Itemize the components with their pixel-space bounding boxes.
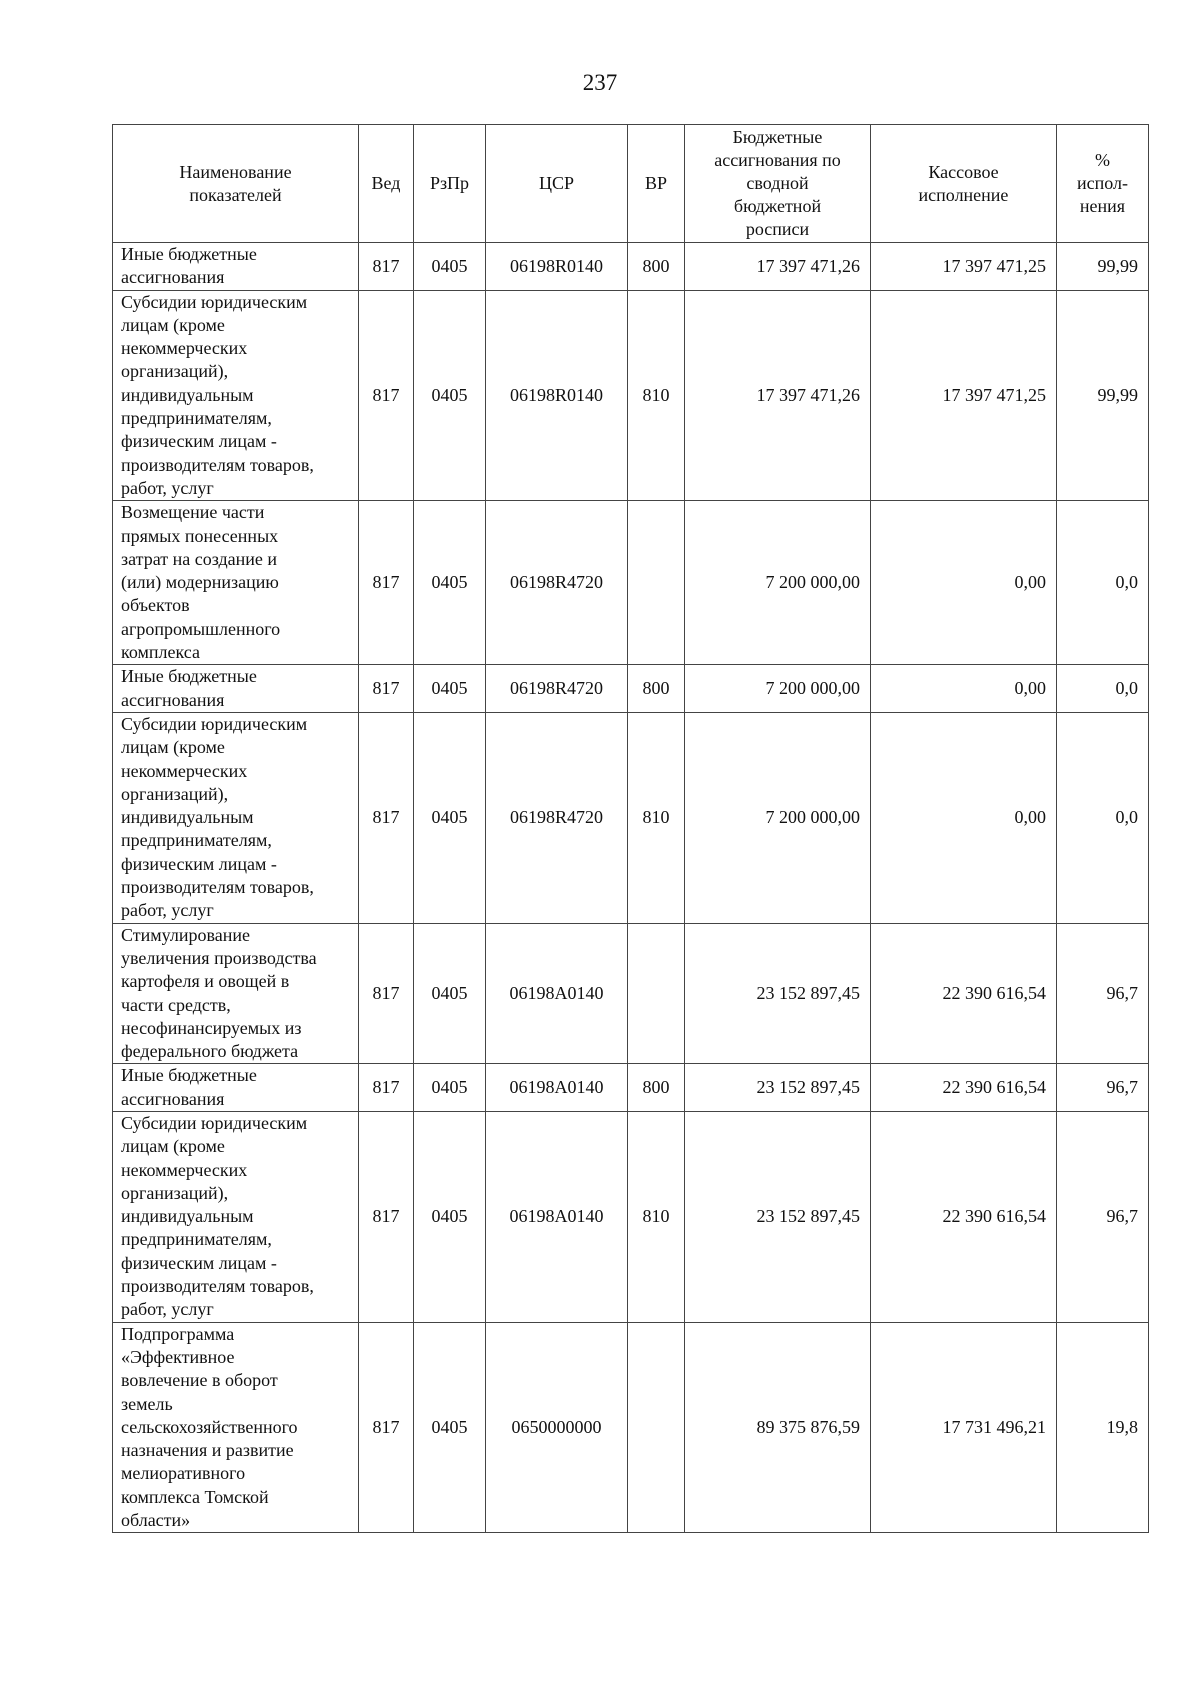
header-budget [685, 125, 871, 243]
cell-name-line: объектов [121, 595, 190, 616]
table-body [113, 243, 1149, 1533]
cell-ved: 817 [359, 1322, 414, 1533]
cell-ved: 817 [359, 243, 414, 291]
cell-cash: 17 731 496,21 [871, 1322, 1057, 1533]
cell-name-line: Иные бюджетные [121, 244, 257, 264]
cell-rzpr: 0405 [414, 1322, 486, 1533]
cell-name-line: лицам (кроме [121, 314, 225, 335]
cell-csr: 06198R0140 [486, 290, 628, 501]
cell-name-line: Возмещение части [121, 502, 265, 523]
cell-name-line: увеличения производства [121, 947, 317, 968]
cell-budget: 7 200 000,00 [685, 501, 871, 665]
cell-name [113, 243, 359, 291]
cell-name-line: Стимулирование [121, 924, 250, 945]
cell-cash: 22 390 616,54 [871, 1111, 1057, 1322]
cell-name-line: физическим лицам - [121, 853, 277, 874]
cell-vr [628, 923, 685, 1064]
header-cash-line: исполнение [918, 184, 1009, 205]
cell-ved: 817 [359, 1064, 414, 1112]
header-budget-line: Бюджетные [732, 127, 823, 147]
cell-budget: 17 397 471,26 [685, 243, 871, 291]
cell-name-line: Иные бюджетные [121, 1065, 257, 1086]
cell-ved: 817 [359, 501, 414, 665]
cell-name-line: работ, услуг [121, 1299, 214, 1320]
cell-name-line: прямых понесенных [121, 525, 279, 546]
cell-budget: 89 375 876,59 [685, 1322, 871, 1533]
cell-name-line: федерального бюджета [121, 1041, 299, 1062]
cell-name-line: Субсидии юридическим [121, 1112, 308, 1133]
cell-percent: 96,7 [1057, 1064, 1149, 1112]
cell-name [113, 712, 359, 923]
cell-name-line: некоммерческих [121, 1159, 248, 1180]
cell-percent: 19,8 [1057, 1322, 1149, 1533]
cell-name-line: ассигнования [121, 267, 225, 288]
cell-name-line: некоммерческих [121, 338, 248, 359]
cell-percent: 96,7 [1057, 923, 1149, 1064]
cell-budget: 7 200 000,00 [685, 712, 871, 923]
cell-csr: 06198R0140 [486, 243, 628, 291]
cell-percent: 0,0 [1057, 712, 1149, 923]
header-percent-line: нения [1079, 196, 1126, 216]
cell-percent: 99,99 [1057, 290, 1149, 501]
cell-name-line: несофинансируемых из [121, 1017, 302, 1038]
cell-rzpr: 0405 [414, 923, 486, 1064]
cell-name-line: Иные бюджетные [121, 666, 257, 687]
cell-csr: 0650000000 [486, 1322, 628, 1533]
cell-name-line: предпринимателям, [121, 408, 272, 429]
cell-vr [628, 501, 685, 665]
header-name [113, 125, 359, 243]
cell-name [113, 1111, 359, 1322]
page-number: 237 [582, 70, 618, 95]
cell-percent: 0,0 [1057, 665, 1149, 713]
cell-name-line: физическим лицам - [121, 1252, 277, 1273]
cell-rzpr: 0405 [414, 1064, 486, 1112]
cell-ved: 817 [359, 923, 414, 1064]
cell-csr: 06198R4720 [486, 712, 628, 923]
table-row [113, 243, 1149, 291]
cell-rzpr: 0405 [414, 665, 486, 713]
cell-name-line: предпринимателям, [121, 830, 272, 851]
cell-rzpr: 0405 [414, 1111, 486, 1322]
table-row [113, 665, 1149, 713]
cell-name-line: картофеля и овощей в [121, 971, 290, 992]
cell-name-line: лицам (кроме [121, 1136, 225, 1157]
cell-name-line: индивидуальным [121, 384, 254, 405]
cell-vr: 810 [628, 1111, 685, 1322]
header-cash [871, 125, 1057, 243]
cell-cash: 0,00 [871, 501, 1057, 665]
cell-percent: 96,7 [1057, 1111, 1149, 1322]
table-row [113, 923, 1149, 1064]
cell-ved: 817 [359, 665, 414, 713]
cell-name-line: предпринимателям, [121, 1229, 272, 1250]
cell-name-line: «Эффективное [121, 1346, 235, 1367]
cell-name-line: Субсидии юридическим [121, 713, 308, 734]
cell-name-line: части средств, [121, 994, 231, 1015]
cell-ved: 817 [359, 290, 414, 501]
header-budget-line: росписи [745, 219, 810, 239]
cell-csr: 06198A0140 [486, 923, 628, 1064]
cell-name-line: области» [121, 1510, 191, 1531]
cell-budget: 17 397 471,26 [685, 290, 871, 501]
cell-name-line: земель [121, 1393, 173, 1414]
cell-name-line: производителям товаров, [121, 454, 314, 475]
cell-name-line: ассигнования [121, 1088, 225, 1109]
cell-name-line: организаций), [121, 1182, 229, 1203]
cell-name-line: мелиоративного [121, 1463, 246, 1484]
cell-name-line: производителям товаров, [121, 877, 314, 898]
cell-name [113, 501, 359, 665]
cell-percent: 0,0 [1057, 501, 1149, 665]
table-row [113, 290, 1149, 501]
cell-name-line: организаций), [121, 783, 229, 804]
cell-budget: 23 152 897,45 [685, 1064, 871, 1112]
cell-name-line: ассигнования [121, 689, 225, 710]
cell-vr: 800 [628, 243, 685, 291]
cell-budget: 23 152 897,45 [685, 923, 871, 1064]
cell-cash: 0,00 [871, 665, 1057, 713]
cell-rzpr: 0405 [414, 501, 486, 665]
cell-name-line: индивидуальным [121, 1206, 254, 1227]
cell-name-line: агропромышленного [121, 618, 281, 639]
cell-rzpr: 0405 [414, 712, 486, 923]
table-row [113, 1064, 1149, 1112]
header-percent [1057, 125, 1149, 243]
cell-name [113, 923, 359, 1064]
cell-name [113, 665, 359, 713]
header-rzpr: РзПр [414, 125, 486, 243]
header-budget-line: ассигнования по [714, 150, 841, 170]
cell-name [113, 1064, 359, 1112]
cell-name-line: производителям товаров, [121, 1276, 314, 1297]
cell-csr: 06198A0140 [486, 1111, 628, 1322]
header-ved: Вед [359, 125, 414, 243]
header-cash-line: Кассовое [928, 161, 999, 182]
cell-name-line: Подпрограмма [121, 1323, 235, 1344]
header-vr: ВР [628, 125, 685, 243]
cell-ved: 817 [359, 712, 414, 923]
cell-vr: 810 [628, 290, 685, 501]
cell-vr: 800 [628, 1064, 685, 1112]
cell-name-line: затрат на создание и [121, 548, 278, 569]
cell-name-line: комплекса Томской [121, 1486, 269, 1507]
table-row [113, 712, 1149, 923]
cell-percent: 99,99 [1057, 243, 1149, 291]
table-header-row [113, 125, 1149, 243]
cell-name-line: назначения и развитие [121, 1440, 294, 1461]
cell-rzpr: 0405 [414, 243, 486, 291]
cell-budget: 23 152 897,45 [685, 1111, 871, 1322]
cell-name-line: сельскохозяйственного [121, 1416, 298, 1437]
header-budget-line: бюджетной [733, 196, 822, 216]
cell-rzpr: 0405 [414, 290, 486, 501]
header-percent-line: испол- [1077, 173, 1128, 193]
cell-name-line: Субсидии юридическим [121, 291, 308, 312]
cell-csr: 06198A0140 [486, 1064, 628, 1112]
header-budget-line: сводной [746, 173, 809, 193]
cell-ved: 817 [359, 1111, 414, 1322]
cell-cash: 0,00 [871, 712, 1057, 923]
table-row [113, 1111, 1149, 1322]
cell-name-line: работ, услуг [121, 900, 214, 921]
budget-execution-table [112, 124, 1149, 1533]
cell-name-line: комплекса [121, 642, 200, 663]
cell-csr: 06198R4720 [486, 665, 628, 713]
cell-cash: 22 390 616,54 [871, 1064, 1057, 1112]
cell-name [113, 290, 359, 501]
cell-csr: 06198R4720 [486, 501, 628, 665]
cell-vr: 800 [628, 665, 685, 713]
header-percent-line: % [1095, 150, 1110, 170]
table-row [113, 1322, 1149, 1533]
cell-vr [628, 1322, 685, 1533]
cell-cash: 22 390 616,54 [871, 923, 1057, 1064]
header-name-line: Наименование [179, 161, 292, 182]
cell-cash: 17 397 471,25 [871, 290, 1057, 501]
cell-name-line: лицам (кроме [121, 737, 225, 758]
header-name-line: показателей [189, 184, 282, 205]
cell-vr: 810 [628, 712, 685, 923]
cell-name-line: индивидуальным [121, 807, 254, 828]
table-row [113, 501, 1149, 665]
cell-name-line: (или) модернизацию [121, 572, 279, 593]
header-csr: ЦСР [486, 125, 628, 243]
cell-budget: 7 200 000,00 [685, 665, 871, 713]
cell-cash: 17 397 471,25 [871, 243, 1057, 291]
cell-name-line: физическим лицам - [121, 431, 277, 452]
cell-name-line: некоммерческих [121, 760, 248, 781]
cell-name-line: работ, услуг [121, 477, 214, 498]
cell-name-line: вовлечение в оборот [121, 1370, 278, 1391]
cell-name-line: организаций), [121, 361, 229, 382]
cell-name [113, 1322, 359, 1533]
